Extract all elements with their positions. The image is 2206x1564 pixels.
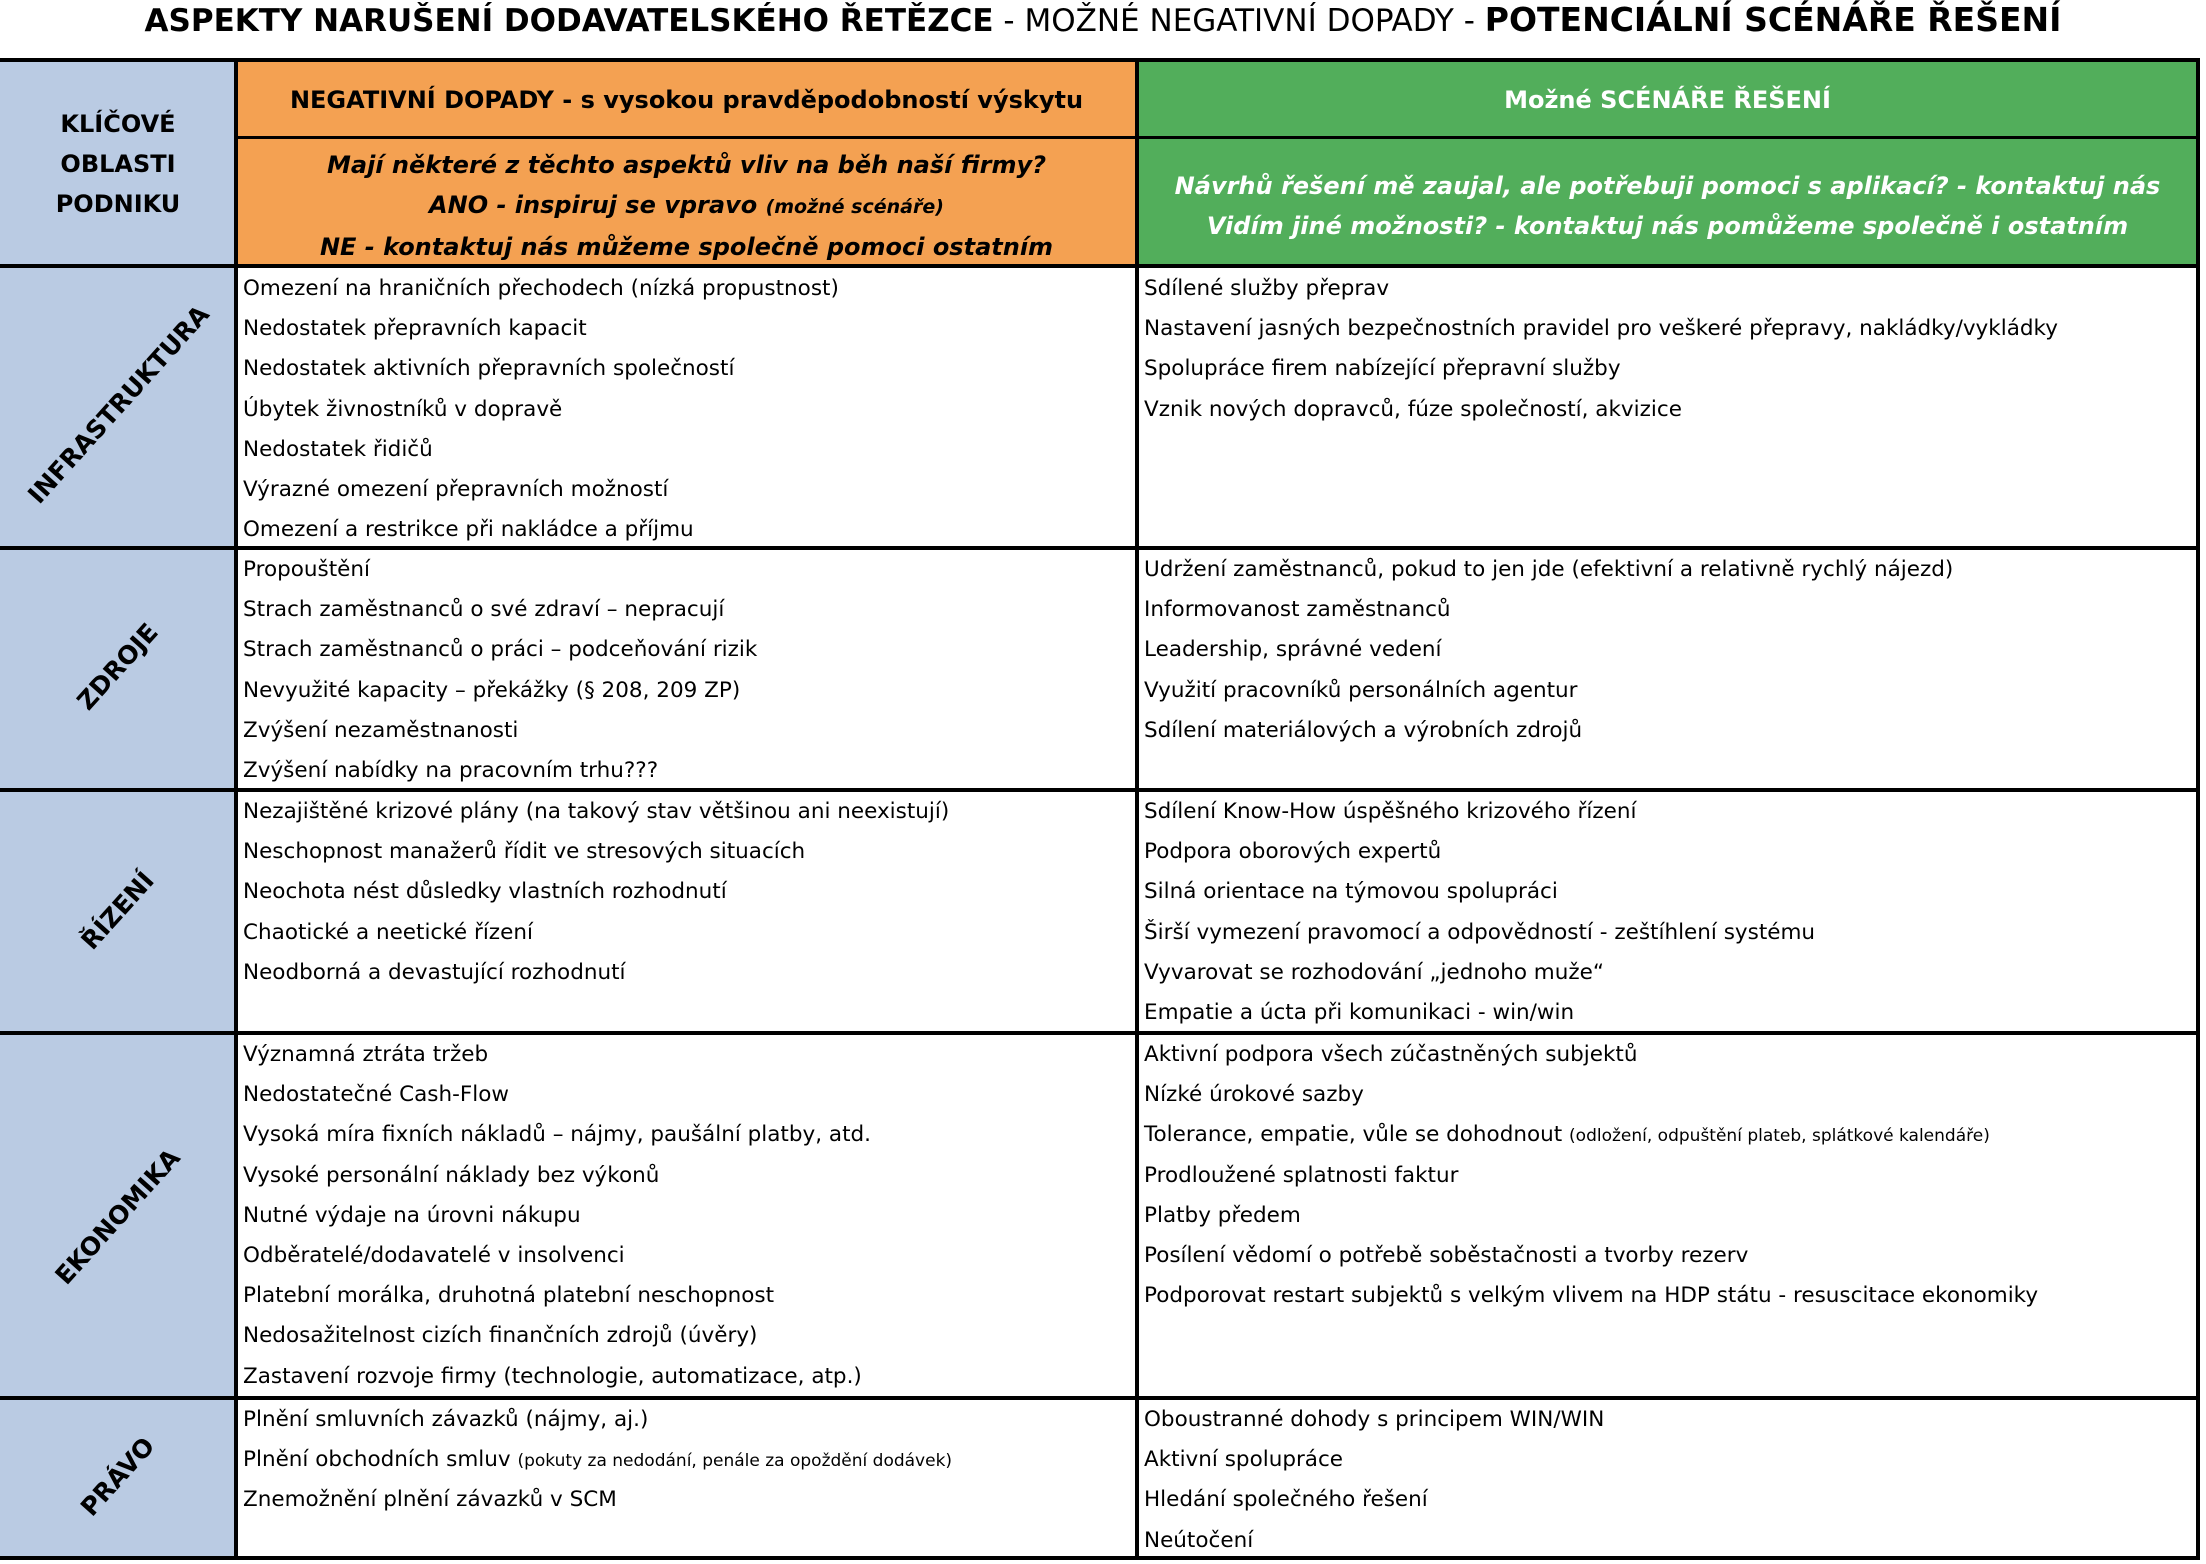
impact-item: Významná ztráta tržeb bbox=[243, 1042, 489, 1067]
impact-item: Zvýšení nabídky na pracovním trhu??? bbox=[243, 757, 659, 783]
title-part-1: ASPEKTY NARUŠENÍ DODAVATELSKÉHO ŘETĚZCE bbox=[144, 3, 994, 39]
impact-item: Úbytek živnostníků v dopravě bbox=[243, 396, 563, 422]
impact-item bbox=[243, 1440, 952, 1480]
impact-item: Propouštění bbox=[243, 557, 370, 582]
impact-item: Strach zaměstnanců o své zdraví – nepracují bbox=[243, 597, 725, 623]
header-bottom-border bbox=[0, 264, 2200, 268]
table-top-border bbox=[0, 58, 2200, 62]
key-areas-column-bg bbox=[0, 62, 236, 1558]
impact-item: Nedostatek přepravních kapacit bbox=[243, 316, 587, 342]
impacts-list-ekonomika bbox=[243, 1035, 871, 1397]
solution-item: Sdílené služby přeprav bbox=[1144, 276, 1390, 301]
title-part-3: POTENCIÁLNÍ SCÉNÁŘE ŘEŠENÍ bbox=[1484, 0, 2062, 39]
solution-item: Oboustranné dohody s principem WIN/WIN bbox=[1144, 1407, 1605, 1432]
solution-item: Nastavení jasných bezpečnostních pravidel pro veškeré přepravy, nakládky/vykládky bbox=[1144, 316, 2058, 342]
solution-item: Sdílení materiálových a výrobních zdrojů bbox=[1144, 717, 1583, 743]
impact-item: Znemožnění plnění závazků v SCM bbox=[243, 1487, 617, 1513]
impact-item: Nedostatečné Cash-Flow bbox=[243, 1082, 509, 1108]
impact-item: Chaotické a neetické řízení bbox=[243, 919, 533, 945]
impact-item: Nedostatek řidičů bbox=[243, 436, 433, 462]
solution-item: Spolupráce firem nabízející přepravní služby bbox=[1144, 356, 1621, 382]
table-right-border bbox=[2196, 58, 2200, 1560]
impact-item: Nezajištěné krizové plány (na takový stav většinou ani neexistují) bbox=[243, 799, 950, 824]
solution-item: Aktivní spolupráce bbox=[1144, 1447, 1344, 1473]
negative-impacts-line-2 bbox=[236, 185, 1137, 227]
solution-item: Hledání společného řešení bbox=[1144, 1487, 1428, 1513]
negative-impacts-line-1: Mají některé z těchto aspektů vliv na běh naší firmy? bbox=[326, 151, 1047, 179]
solutions-line-1: Návrhů řešení mě zaujal, ale potřebuji pomoci s aplikací? - kontaktuj nás bbox=[1174, 172, 2161, 200]
column-border-2 bbox=[1135, 58, 1139, 1560]
solution-item: Nízké úrokové sazby bbox=[1144, 1082, 1364, 1108]
impact-item: Neodborná a devastující rozhodnutí bbox=[243, 959, 626, 985]
page-title bbox=[0, 0, 2206, 56]
title-part-2: MOŽNÉ NEGATIVNÍ DOPADY bbox=[1024, 3, 1454, 39]
impact-item: Zvýšení nezaměstnanosti bbox=[243, 717, 519, 743]
solutions-line-2: Vidím jiné možnosti? - kontaktuj nás pomůžeme společně i ostatním bbox=[1206, 212, 2129, 240]
solutions-list-infrastruktura bbox=[1144, 269, 2058, 430]
solution-item-text: Tolerance, empatie, vůle se dohodnout bbox=[1144, 1122, 1563, 1148]
solution-item: Širší vymezení pravomocí a odpovědností - zeštíhlení systému bbox=[1144, 919, 1816, 945]
title-separator-1: - bbox=[993, 3, 1025, 39]
solution-item: Platby předem bbox=[1144, 1202, 1301, 1228]
column-border-1 bbox=[234, 58, 238, 1560]
solution-item: Udržení zaměstnanců, pokud to jen jde (efektivní a relativně rychlý nájezd) bbox=[1144, 557, 1954, 582]
impact-item: Vysoká míra fixních nákladů – nájmy, paušální platby, atd. bbox=[243, 1122, 871, 1148]
solutions-list-pravo bbox=[1144, 1400, 1604, 1561]
solution-item: Podpora oborových expertů bbox=[1144, 839, 1442, 865]
impact-item: Výrazné omezení přepravních možností bbox=[243, 476, 669, 502]
impact-item: Nevyužité kapacity – překážky (§ 208, 209 ZP) bbox=[243, 677, 741, 703]
solution-item: Empatie a úcta při komunikaci - win/win bbox=[1144, 999, 1575, 1025]
impacts-list-zdroje bbox=[243, 550, 757, 791]
solution-item: Využití pracovníků personálních agentur bbox=[1144, 677, 1578, 703]
solution-item bbox=[1144, 1115, 2038, 1155]
solution-item: Prodloužené splatnosti faktur bbox=[1144, 1162, 1459, 1188]
negative-impacts-question bbox=[236, 145, 1137, 267]
section-label-pravo: PRÁVO bbox=[74, 1431, 161, 1522]
impact-item-note: (pokuty za nedodání, penále za opoždění dodávek) bbox=[517, 1451, 953, 1472]
solutions-title: Možné SCÉNÁŘE ŘEŠENÍ bbox=[1504, 86, 1831, 114]
header-divider bbox=[236, 136, 2200, 139]
solution-item: Leadership, správné vedení bbox=[1144, 637, 1442, 663]
negative-impacts-title: NEGATIVNÍ DOPADY - s vysokou pravděpodobností výskytu bbox=[289, 86, 1084, 114]
section-label-zdroje: ZDROJE bbox=[71, 617, 164, 716]
impact-item: Vysoké personální náklady bez výkonů bbox=[243, 1162, 660, 1188]
solution-item-note: (odložení, odpuštění plateb, splátkové kalendáře) bbox=[1569, 1126, 1990, 1147]
impacts-list-infrastruktura bbox=[243, 269, 839, 550]
impact-item-text: Plnění obchodních smluv bbox=[243, 1447, 511, 1473]
impact-item: Nedosažitelnost cizích finančních zdrojů (úvěry) bbox=[243, 1323, 758, 1349]
solution-item: Silná orientace na týmovou spolupráci bbox=[1144, 879, 1558, 905]
solution-item: Informovanost zaměstnanců bbox=[1144, 597, 1451, 623]
impact-item: Platební morálka, druhotná platební neschopnost bbox=[243, 1283, 775, 1309]
solution-item: Neútočení bbox=[1144, 1527, 1254, 1553]
impacts-list-pravo bbox=[243, 1400, 952, 1521]
solution-item: Vznik nových dopravců, fúze společností, akvizice bbox=[1144, 396, 1682, 422]
table-bottom-border bbox=[0, 1556, 2200, 1560]
impact-item: Odběratelé/dodavatelé v insolvenci bbox=[243, 1242, 625, 1268]
solutions-list-ekonomika bbox=[1144, 1035, 2038, 1316]
impact-item: Neochota nést důsledky vlastních rozhodnutí bbox=[243, 879, 727, 905]
impact-item: Nutné výdaje na úrovni nákupu bbox=[243, 1202, 581, 1228]
solution-item: Sdílení Know-How úspěšného krizového řízení bbox=[1144, 799, 1637, 824]
impact-item: Nedostatek aktivních přepravních společností bbox=[243, 356, 735, 382]
negative-impacts-line-2a: ANO - inspiruj se vpravo bbox=[429, 191, 758, 219]
impact-item: Neschopnost manažerů řídit ve stresových situacích bbox=[243, 839, 806, 865]
section-label-infrastruktura: INFRASTRUKTURA bbox=[22, 299, 215, 510]
impact-item: Omezení a restrikce při nakládce a příjmu bbox=[243, 517, 694, 543]
impact-item: Plnění smluvních závazků (nájmy, aj.) bbox=[243, 1407, 649, 1432]
impact-item: Omezení na hraničních přechodech (nízká propustnost) bbox=[243, 276, 839, 301]
solution-item: Podporovat restart subjektů s velkým vlivem na HDP státu - resuscitace ekonomiky bbox=[1144, 1283, 2039, 1309]
impact-item: Zastavení rozvoje firmy (technologie, automatizace, atp.) bbox=[243, 1363, 862, 1389]
section-label-rizeni: ŘÍZENÍ bbox=[75, 866, 160, 956]
solutions-question bbox=[1137, 166, 2198, 246]
solution-item: Posílení vědomí o potřebě soběstačnosti a tvorby rezerv bbox=[1144, 1242, 1749, 1268]
negative-impacts-line-3: NE - kontaktuj nás můžeme společně pomoci ostatním bbox=[319, 233, 1054, 261]
key-areas-header: KLÍČOVÉ OBLASTI PODNIKU bbox=[55, 110, 181, 218]
title-separator-2: - bbox=[1453, 3, 1485, 39]
solution-item: Aktivní podpora všech zúčastněných subjektů bbox=[1144, 1042, 1638, 1067]
solution-item: Vyvarovat se rozhodování „jednoho muže“ bbox=[1144, 959, 1605, 985]
impacts-list-rizeni bbox=[243, 792, 949, 993]
solutions-list-zdroje bbox=[1144, 550, 1953, 751]
negative-impacts-line-2b: (možné scénáře) bbox=[765, 196, 944, 218]
impact-item: Strach zaměstnanců o práci – podceňování rizik bbox=[243, 637, 758, 663]
solutions-list-rizeni bbox=[1144, 792, 1815, 1033]
section-label-ekonomika: EKONOMIKA bbox=[49, 1143, 186, 1291]
